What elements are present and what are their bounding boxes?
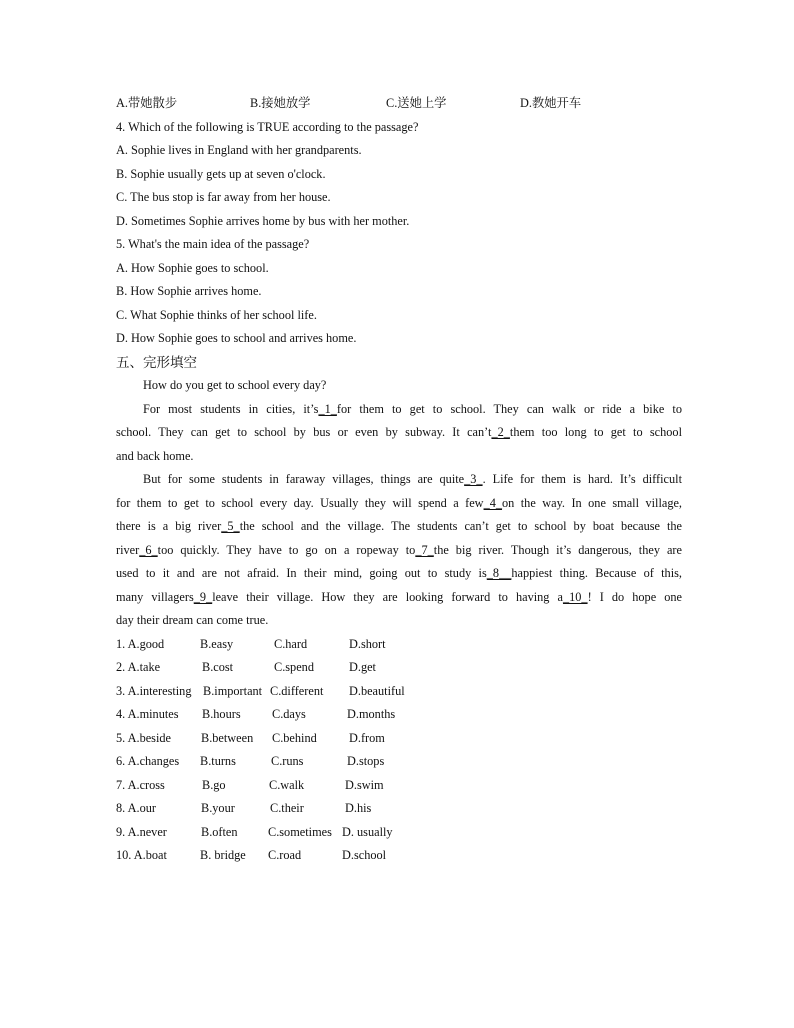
passage-p2-line-1 — [116, 398, 682, 422]
choice-option-b: B.important — [203, 683, 263, 698]
choice-option-d: D.stops — [347, 754, 385, 768]
choice-option-b: B.go — [202, 777, 226, 792]
passage-text: But for some students in faraway villages, things are quite — [143, 472, 465, 486]
passage-p3-line-6 — [116, 586, 682, 610]
choice-option-a: 8. A.our — [116, 801, 156, 815]
passage-text: for them to get to school. They can walk or ride a bike to — [336, 401, 682, 416]
choice-option-b: B.turns — [200, 754, 236, 768]
choice-row-8 — [116, 797, 682, 821]
choice-row-4 — [116, 703, 682, 727]
choice-option-c: C.road — [268, 848, 302, 862]
blank-2: _2_ — [491, 425, 510, 439]
choice-option-d: D. usually — [342, 824, 393, 839]
passage-text: too quickly. They have to go on a ropeway to — [157, 542, 416, 557]
passage-text: them too long to get to school — [509, 425, 682, 439]
choice-option-a: 4. A.minutes — [116, 707, 179, 721]
choice-option-b: B. bridge — [200, 848, 246, 862]
choice-option-d: D.short — [349, 636, 386, 651]
choice-option-b: B.cost — [202, 660, 234, 674]
passage-text: school. They can get to school by bus or even by subway. It can’t — [116, 425, 492, 439]
choice-option-c: C.spend — [274, 660, 314, 674]
passage-p3-line-1 — [116, 468, 682, 492]
section-title: 五、完形填空 — [116, 354, 197, 370]
choice-option-a: 7. A.cross — [116, 777, 165, 792]
choice-row-6 — [116, 750, 682, 774]
passage-text: many villagers — [116, 589, 194, 604]
choice-option-d: D.get — [349, 660, 376, 674]
choice-row-2 — [116, 656, 682, 680]
choice-row-5 — [116, 727, 682, 751]
passage-text: leave their village. How they are looking forward to having a — [212, 589, 563, 604]
choice-option-d: D.swim — [345, 777, 384, 792]
q3-option-a: A.带她散步 — [116, 96, 178, 110]
choice-option-b: B.your — [201, 801, 235, 815]
passage-text: used to it and are not afraid. In their mind, going out to study is — [116, 566, 487, 580]
choice-option-d: D.beautiful — [349, 683, 405, 698]
passage-p2-line-3: and back home. — [116, 448, 194, 463]
choice-option-a: 9. A.never — [116, 824, 167, 839]
passage-text: ! I do hope one — [587, 589, 682, 604]
choice-row-1 — [116, 633, 682, 657]
choice-option-b: B.easy — [200, 636, 234, 651]
passage-text: the school and the village. The students can’t get to school by boat because the — [239, 519, 682, 533]
blank-6: _6_ — [139, 542, 158, 557]
q5-question: 5. What's the main idea of the passage? — [116, 237, 310, 251]
q5-option-a: A. How Sophie goes to school. — [116, 260, 269, 275]
q4-option-c: C. The bus stop is far away from her house. — [116, 190, 331, 204]
choice-row-7 — [116, 774, 682, 798]
passage-p3-line-5 — [116, 562, 682, 586]
passage-text: on the way. In one small village, — [502, 495, 682, 510]
choice-option-c: C.different — [270, 683, 324, 698]
choice-option-a: 5. A.beside — [116, 730, 171, 745]
choice-option-b: B.between — [201, 730, 254, 745]
choice-option-c: C.behind — [272, 730, 317, 745]
passage-p3-line-3 — [116, 515, 682, 539]
passage-p3-line-4 — [116, 539, 682, 563]
choice-option-c: C.walk — [269, 777, 305, 792]
passage-text: river — [116, 542, 140, 557]
choice-option-c: C.sometimes — [268, 824, 332, 839]
document-page — [116, 92, 682, 868]
choice-option-d: D.months — [347, 707, 396, 721]
q4-option-b: B. Sophie usually gets up at seven o'clock. — [116, 166, 326, 181]
choice-row-9 — [116, 821, 682, 845]
passage-text: For most students in cities, it’s — [143, 401, 319, 416]
choice-option-d: D.from — [349, 730, 385, 745]
choice-option-c: C.hard — [274, 636, 308, 651]
blank-4: _4_ — [483, 495, 503, 510]
blank-8: _8__ — [486, 566, 512, 580]
passage-p3-line-2 — [116, 492, 682, 516]
choice-option-a: 3. A.interesting — [116, 683, 192, 698]
choice-row-3 — [116, 680, 682, 704]
q5-option-d: D. How Sophie goes to school and arrives home. — [116, 331, 357, 345]
choice-row-10 — [116, 844, 682, 868]
choice-option-c: C.their — [270, 801, 304, 815]
choice-option-a: 6. A.changes — [116, 754, 180, 768]
blank-9: _9_ — [193, 589, 213, 604]
passage-paragraph-1: How do you get to school every day? — [143, 378, 327, 392]
q3-option-d: D.教她开车 — [520, 96, 582, 110]
passage-text: there is a big river — [116, 519, 222, 533]
choice-option-c: C.days — [272, 707, 306, 721]
choice-option-b: B.often — [201, 824, 238, 839]
choice-option-c: C.runs — [271, 754, 304, 768]
choice-option-a: 10. A.boat — [116, 848, 167, 862]
choice-option-d: D.his — [345, 801, 372, 815]
q3-option-b: B.接她放学 — [250, 96, 311, 110]
passage-p3-line-7: day their dream can come true. — [116, 613, 269, 627]
choice-option-d: D.school — [342, 848, 387, 862]
choice-option-a: 2. A.take — [116, 660, 161, 674]
blank-5: _5_ — [221, 519, 240, 533]
q5-option-c: C. What Sophie thinks of her school life. — [116, 307, 317, 322]
passage-p2-line-2 — [116, 421, 682, 445]
q3-option-c: C.送她上学 — [386, 96, 447, 110]
passage-text: happiest thing. Because of this, — [511, 566, 682, 580]
blank-10: _10_ — [562, 589, 588, 604]
q3-options-row — [116, 92, 682, 116]
q4-question: 4. Which of the following is TRUE according to the passage? — [116, 119, 419, 134]
blank-1: _1_ — [318, 401, 337, 416]
passage-text: the big river. Though it’s dangerous, they are — [433, 542, 682, 557]
blank-3: _3_ — [464, 472, 483, 486]
choice-option-b: B.hours — [202, 707, 241, 721]
blank-7: _7_ — [415, 542, 434, 557]
choice-option-a: 1. A.good — [116, 636, 165, 651]
passage-text: for them to get to school every day. Usually they will spend a few — [116, 495, 484, 510]
passage-text: . Life for them is hard. It’s difficult — [482, 472, 682, 486]
q4-option-a: A. Sophie lives in England with her grandparents. — [116, 143, 362, 157]
q5-option-b: B. How Sophie arrives home. — [116, 284, 262, 298]
q4-option-d: D. Sometimes Sophie arrives home by bus with her mother. — [116, 213, 410, 228]
